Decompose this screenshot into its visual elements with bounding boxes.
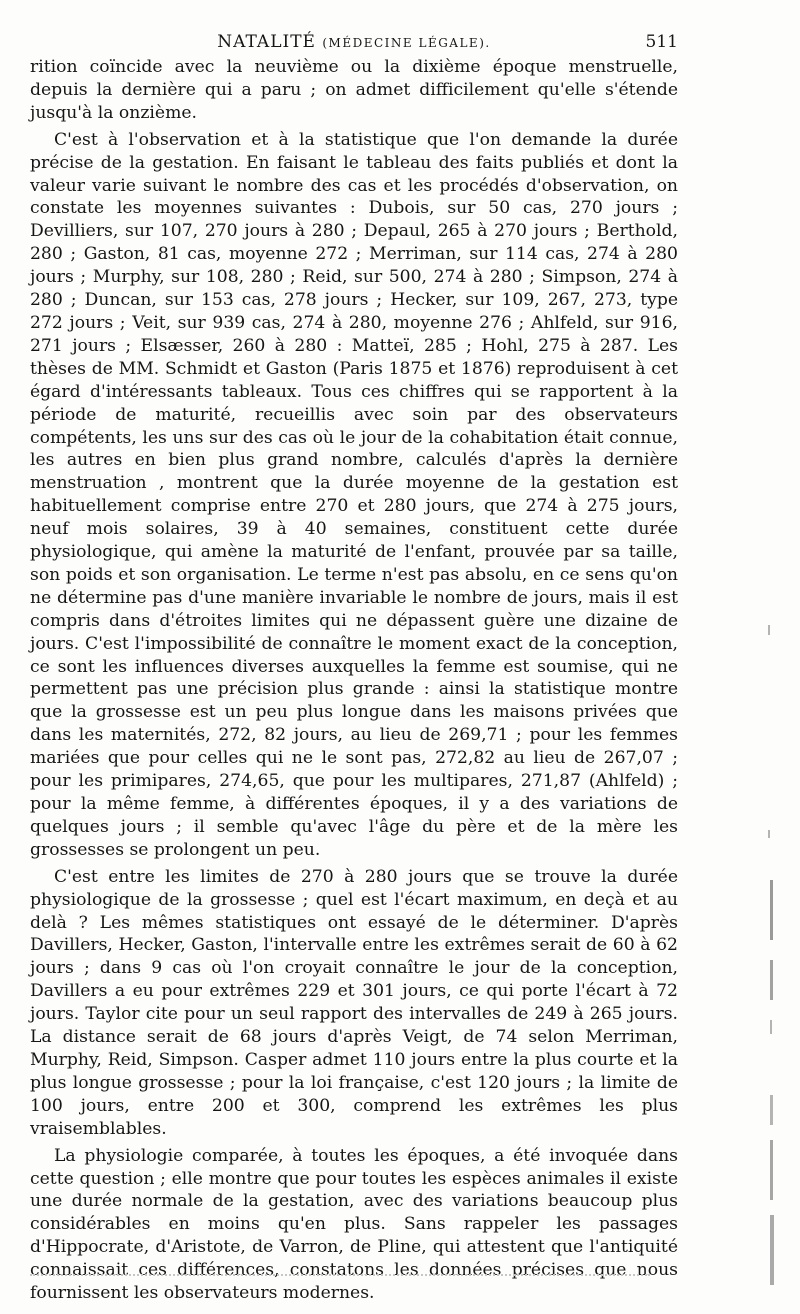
paragraph-continuation: rition coïncide avec la neuvième ou la dixième époque menstruelle, depuis la dernière qui a paru ; on admet difficilement qu'elle s'étende jusqu'à la onzième. [30,57,678,123]
scan-bottom-artifact [30,1274,650,1278]
scan-edge-mark [768,830,770,838]
body-text [30,56,678,1305]
scan-edge-mark [770,1215,774,1285]
scan-edge-mark [770,880,773,940]
scan-edge-mark [770,1095,773,1125]
running-header [30,30,678,54]
scan-edge-mark [770,1140,773,1200]
scan-edge-mark [768,625,770,635]
running-title-main: NATALITÉ [217,32,316,52]
scan-edge-mark [770,960,773,1000]
paragraph-comparative-physiology: La physiologie comparée, à toutes les époques, a été invoquée dans cette question ; elle montre que pour toutes les espèces animales il existe une durée normale de la gestation, avec des variations beaucoup plus considérables en moins qu'en plus. Sans rappeler les passages d'Hippocrate, d'Aristote, de Varron, de Pline, qui attestent que l'antiquité connaissait ces différences, constatons les données précises que nous fournissent les observateurs modernes. [30,1145,678,1304]
running-title [30,30,678,55]
running-title-subtitle: (MÉDECINE LÉGALE). [322,36,491,50]
page-number: 511 [645,32,678,52]
paragraph-limits: C'est entre les limites de 270 à 280 jours que se trouve la durée physiologique de la grossesse ; quel est l'écart maximum, en deçà et au delà ? Les mêmes statistiques ont essayé de le déterminer. D'après Davillers, Hecker, Gaston, l'intervalle entre les extrêmes serait de 60 à 62 jours ; dans 9 cas où l'on croyait connaître le jour de la conception, Davillers a eu pour extrêmes 229 et 301 jours, ce qui porte l'écart à 72 jours. Taylor cite pour un seul rapport des intervalles de 249 à 265 jours. La distance serait de 68 jours d'après Veigt, de 74 selon Merriman, Murphy, Reid, Simpson. Casper admet 110 jours entre la plus courte et la plus longue grossesse ; pour la loi française, c'est 120 jours ; la limite de 100 jours, entre 200 et 300, comprend les extrêmes les plus vraisemblables. [30,866,678,1139]
paragraph-statistics: C'est à l'observation et à la statistique que l'on demande la durée précise de la gestation. En faisant le tableau des faits publiés et dont la valeur varie suivant le nombre des cas et les procédés d'observation, on constate les moyennes suivantes : Dubois, sur 50 cas, 270 jours ; Devilliers, sur 107, 270 jours à 280 ; Depaul, 265 à 270 jours ; Berthold, 280 ; Gaston, 81 cas, moyenne 272 ; Merriman, sur 114 cas, 274 à 280 jours ; Murphy, sur 108, 280 ; Reid, sur 500, 274 à 280 ; Simpson, 274 à 280 ; Duncan, sur 153 cas, 278 jours ; Hecker, sur 109, 267, 273, type 272 jours ; Veit, sur 939 cas, 274 à 280, moyenne 276 ; Ahlfeld, sur 916, 271 jours ; Elsæsser, 260 à 280 : Matteï, 285 ; Hohl, 275 à 287. Les thèses de MM. Schmidt et Gaston (Paris 1875 et 1876) reproduisent à cet égard d'intéressants tableaux. Tous ces chiffres qui se rapportent à la période de maturité, recueillis avec soin par des observateurs compétents, les uns sur des cas où le jour de la cohabitation était connue, les autres en bien plus grand nombre, calculés d'après la dernière menstruation , montrent que la durée moyenne de la gestation est habituellement comprise entre 270 et 280 jours, que 274 à 275 jours, neuf mois solaires, 39 à 40 semaines, constituent cette durée physiologique, qui amène la maturité de l'enfant, prouvée par sa taille, son poids et son organisation. Le terme n'est pas absolu, en ce sens qu'on ne détermine pas d'une manière invariable le nombre de jours, mais il est compris dans d'étroites limites qui ne dépassent guère une dizaine de jours. C'est l'impossibilité de connaître le moment exact de la conception, ce sont les influences diverses auxquelles la femme est soumise, qui ne permettent pas une précision plus grande : ainsi la statistique montre que la grossesse est un peu plus longue dans les maisons privées que dans les maternités, 272, 82 jours, au lieu de 269,71 ; pour les femmes mariées que pour celles qui ne le sont pas, 272,82 au lieu de 267,07 ; pour les primipares, 274,65, que pour les multipares, 271,87 (Ahlfeld) ; pour la même femme, à différentes époques, il y a des variations de quelques jours ; il semble qu'avec l'âge du père et de la mère les grossesses se prolongent un peu. [30,129,678,860]
scan-edge-mark [770,1020,772,1034]
